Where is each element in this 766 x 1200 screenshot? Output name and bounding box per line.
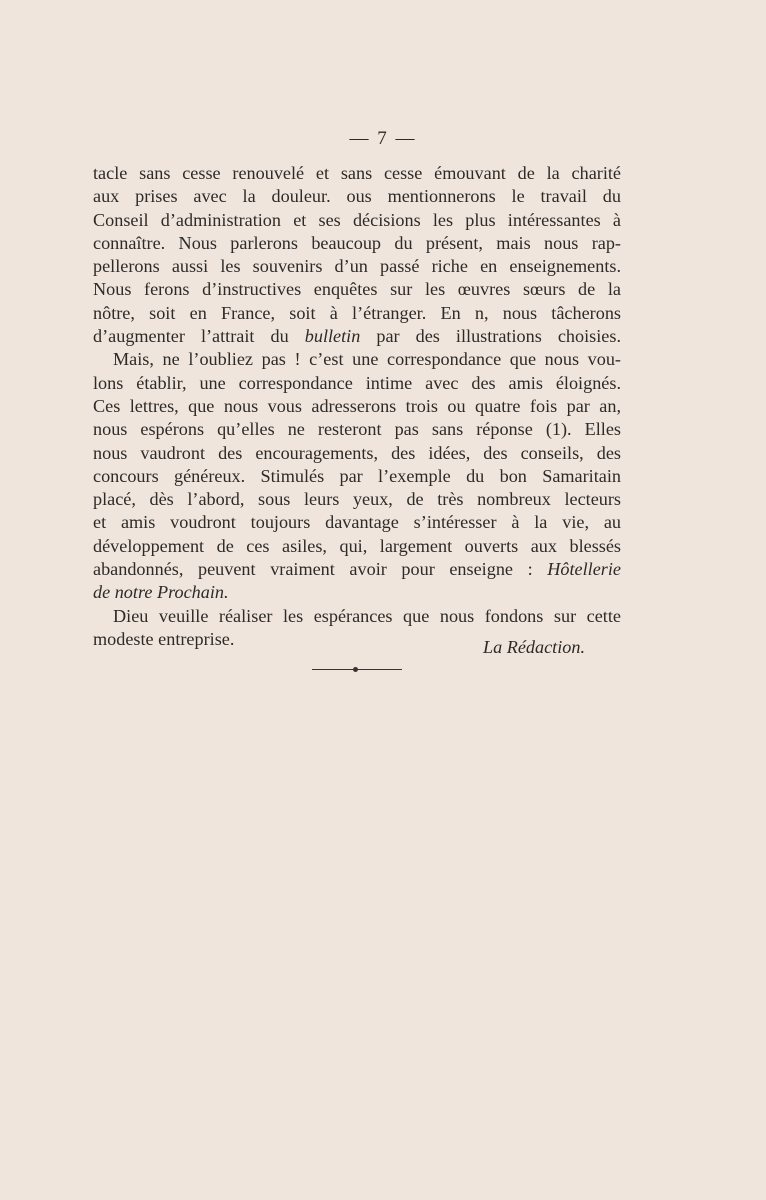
text-line: nous vaudront des encouragements, des idées, des conseils, des [93,442,621,463]
ornamental-rule-dot [353,667,358,672]
text-line: pellerons aussi les souvenirs d’un passé riche en enseignements. [93,256,621,277]
italic-word: bulletin [304,326,361,347]
text-line [93,581,621,604]
text-fragment: modeste entreprise. [93,628,235,649]
text-line: développement de ces asiles, qui, largement ouverts aux blessés [93,535,621,556]
text-line: nous espérons qu’elles ne resteront pas sans réponse (1). Elles [93,419,621,440]
text-line: Nous ferons d’instructives enquêtes sur les œuvres sœurs de la [93,279,621,300]
text-line: tacle sans cesse renouvelé et sans cesse émouvant de la charité [93,163,621,183]
italic-phrase: de notre Prochain. [93,582,229,603]
text-line: Dieu veuille réaliser les espérances que nous fondons sur cette [113,605,621,626]
page-number: — 7 — [349,128,417,149]
text-line: placé, dès l’abord, sous leurs yeux, de très nombreux lecteurs [93,489,621,510]
text-fragment: abandonnés, peuvent vraiment avoir pour enseigne : [93,559,548,580]
paragraph-2 [93,348,621,604]
text-line: nôtre, soit en France, soit à l’étranger. En n, nous tâcherons [93,302,621,323]
text-fragment: d’augmenter l’attrait du [93,326,305,347]
text-line: Ces lettres, que nous vous adresserons trois ou quatre fois par an, [93,395,621,416]
italic-phrase: Hôtellerie [547,559,621,580]
text-line [93,628,621,657]
text-line [93,558,621,581]
text-fragment: par des illustrations choisies. [360,326,621,347]
text-line: concours généreux. Stimulés par l’exemple du bon Samaritain [93,465,621,486]
text-line: et amis voudront toujours davantage s’intéresser à la vie, au [93,512,621,533]
text-line: connaître. Nous parlerons beaucoup du présent, mais nous rap- [93,232,621,253]
text-line [93,325,621,348]
text-line: aux prises avec la douleur. ous mentionnerons le travail du [93,186,621,207]
text-line: Conseil d’administration et ses décisions les plus intéressantes à [93,209,621,230]
paragraph-3 [93,605,621,657]
text-line: Mais, ne l’oubliez pas ! c’est une correspondance que nous vou- [113,349,621,370]
signature: La Rédaction. [482,636,585,657]
body-text [93,162,621,657]
text-line: lons établir, une correspondance intime avec des amis éloignés. [93,372,621,393]
paragraph-1 [93,162,621,348]
